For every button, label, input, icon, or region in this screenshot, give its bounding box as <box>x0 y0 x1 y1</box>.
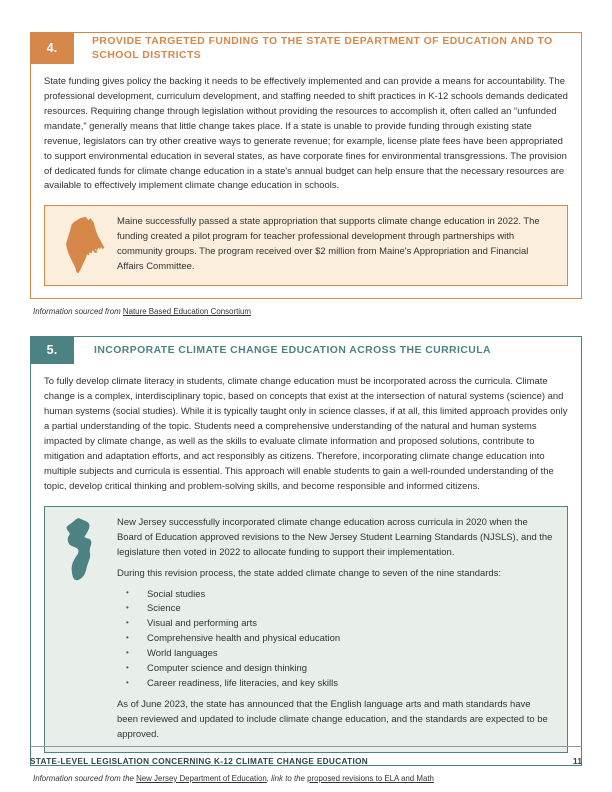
section-5-title: INCORPORATE CLIMATE CHANGE EDUCATION ACROSS THE CURRICULA <box>94 345 492 357</box>
section-5-number-badge: 5. <box>30 336 74 364</box>
section-4-header <box>30 32 582 64</box>
nj-callout-paragraph-2: During this revision process, the state added climate change to seven of the nine standards: <box>117 567 502 579</box>
list-item: • Career readiness, life literacies, and key skills <box>117 677 553 692</box>
section-4-body <box>30 64 582 299</box>
section-4-title: PROVIDE TARGETED FUNDING TO THE STATE DEPARTMENT OF EDUCATION AND TO SCHOOL DISTRICTS <box>92 35 553 61</box>
new-jersey-callout-text <box>117 516 557 743</box>
section-4-paragraph: State funding gives policy the backing it needs to be effectively implemented and can provide a means for accountability. The professional development, curriculum development, and staffing needed to shift practices in K-12 schools demands dedicated resources. Requiring change through legislation without providing the resources to accomplish it, often called an “unfunded mandate,” generally means that little change takes place. If a state is unable to provide funding through existing state revenue, legislators can try other creative ways to generate revenue; for example, license plate fees have been appropriated to support environmental education in several states, as have corporate fines for environmental transgressions. The provision of dedicated funds for climate change education in a state's annual budget can help ensure that the necessary resources are available to effectively implement climate change education in schools. <box>44 76 568 192</box>
section-5-card <box>30 336 582 765</box>
section-4-source-prefix: Information sourced from <box>33 307 123 317</box>
footer-page-number: 11 <box>572 756 582 766</box>
maine-callout-paragraph: Maine successfully passed a state appropriation that supports climate change education in 2022. The funding created a pilot program for teacher professional development through partnerships with community groups. The program received over $2 million from Maine's Appropriation and Financial Affairs Committee. <box>117 216 540 273</box>
nj-callout-closing-paragraph: As of June 2023, the state has announced that the English language arts and math standards have been reviewed and updated to include climate change education, and the standards are expected to be approved. <box>117 698 548 740</box>
section-5-source-prefix: Information sourced from the <box>33 773 137 783</box>
maine-callout-text <box>117 215 557 275</box>
section-5-source-link-1[interactable]: New Jersey Department of Education <box>136 773 267 783</box>
list-item: • Computer science and design thinking <box>117 662 553 677</box>
list-item: • World languages <box>117 647 553 662</box>
section-5-source-link-2[interactable]: proposed revisions to ELA and Math <box>307 773 434 783</box>
section-4-title-container <box>74 32 582 64</box>
maine-callout <box>44 205 568 286</box>
page-footer <box>30 746 582 766</box>
section-4-number-badge: 4. <box>30 32 74 64</box>
section-5-source-middle: , link to the <box>266 773 308 783</box>
list-item: • Social studies <box>117 588 553 603</box>
section-5-header <box>30 336 582 364</box>
section-4-source-link[interactable]: Nature Based Education Consortium <box>122 307 251 317</box>
section-spacer <box>30 317 582 336</box>
footer-title: STATE-LEVEL LEGISLATION CONCERNING K-12 CLIMATE CHANGE EDUCATION <box>30 757 369 766</box>
nj-standards-list <box>117 588 553 692</box>
nj-callout-paragraph-1: New Jersey successfully incorporated climate change education across curricula in 2020 when the Board of Education approved revisions to the New Jersey Student Learning Standards (NJSLS), and the legislature then voted in 2022 to allocate funding to support their implementation. <box>117 516 553 558</box>
new-jersey-callout <box>44 506 568 753</box>
section-4-card <box>30 32 582 299</box>
new-jersey-map-icon <box>53 516 117 583</box>
maine-map-icon <box>53 215 117 276</box>
section-5-paragraph: To fully develop climate literacy in students, climate change education must be incorporated across the curricula. Climate change is a complex, interdisciplinary topic, based on concepts that exist at the intersection of natural systems (science) and human systems (social studies). While it is typically taught only in science classes, if at all, this limited approach provides only a partial understanding of the topic. Students need a comprehensive understanding of the natural and human systems impacted by climate change, as well as the skills to evaluate climate information and proposed solutions, contribute to mitigation and adaptation efforts, and act responsibly as citizens. Therefore, incorporating climate change education into multiple subjects and curricula is essential. This approach will enable students to gain a well-rounded understanding of the topic, develop critical thinking and problem-solving skills, and become responsible and informed citizens. <box>44 376 568 492</box>
list-item: • Science <box>117 602 553 617</box>
section-5-body <box>30 364 582 765</box>
section-5-title-container <box>74 336 582 364</box>
list-item: • Comprehensive health and physical education <box>117 632 553 647</box>
list-item: • Visual and performing arts <box>117 617 553 632</box>
section-4-source-line <box>33 306 582 317</box>
section-5-source-line <box>33 773 582 784</box>
